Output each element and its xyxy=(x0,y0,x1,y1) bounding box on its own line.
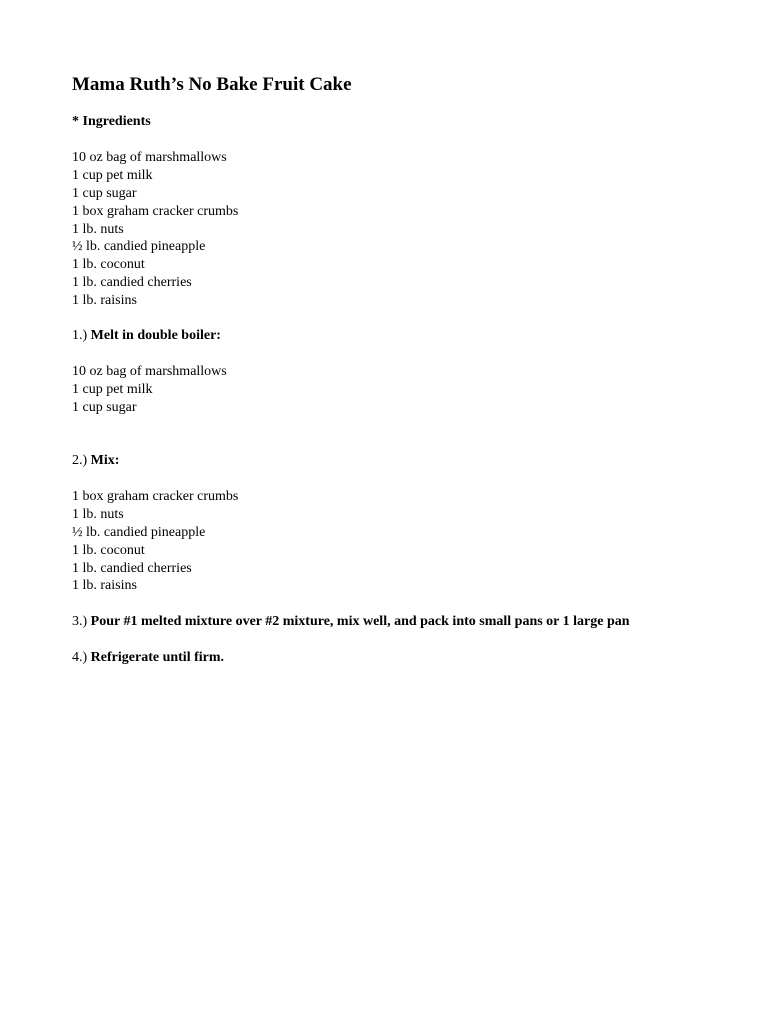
step-instruction: Pour #1 melted mixture over #2 mixture, mix well, and pack into small pans or 1 large pan xyxy=(90,614,630,629)
step-number: 4.) xyxy=(72,650,88,665)
ingredient-item: 10 oz bag of marshmallows xyxy=(72,150,227,165)
step-4-heading xyxy=(72,649,224,667)
step-item: ½ lb. candied pineapple xyxy=(72,524,206,540)
step-instruction: Mix: xyxy=(90,453,120,468)
step-number: 3.) xyxy=(72,614,88,629)
step-2-list xyxy=(72,488,238,595)
step-item: 1 lb. nuts xyxy=(72,506,124,522)
step-number: 1.) xyxy=(72,328,88,343)
step-item: 1 lb. candied cherries xyxy=(72,560,192,576)
ingredients-list xyxy=(72,149,238,310)
step-item: 1 lb. coconut xyxy=(72,542,145,558)
ingredient-item: 1 lb. nuts xyxy=(72,221,124,237)
ingredient-item: 1 cup pet milk xyxy=(72,167,153,183)
step-item: 1 cup pet milk xyxy=(72,381,153,397)
step-1-list xyxy=(72,363,227,417)
step-2-heading xyxy=(72,452,119,470)
ingredient-item: 1 lb. coconut xyxy=(72,257,145,273)
step-item: 10 oz bag of marshmallows xyxy=(72,364,227,379)
step-item: 1 cup sugar xyxy=(72,399,137,415)
ingredient-item: 1 cup sugar xyxy=(72,185,137,201)
step-instruction: Melt in double boiler: xyxy=(90,328,221,343)
step-3-heading xyxy=(72,613,630,631)
step-item: 1 box graham cracker crumbs xyxy=(72,489,239,504)
step-instruction: Refrigerate until firm. xyxy=(90,650,225,665)
recipe-title: Mama Ruth’s No Bake Fruit Cake xyxy=(72,74,352,95)
ingredient-item: ½ lb. candied pineapple xyxy=(72,239,206,255)
ingredient-item: 1 lb. candied cherries xyxy=(72,275,192,291)
step-number: 2.) xyxy=(72,453,88,468)
ingredients-heading xyxy=(72,113,151,131)
step-item: 1 lb. raisins xyxy=(72,578,137,594)
ingredient-item: 1 box graham cracker crumbs xyxy=(72,203,239,219)
ingredient-item: 1 lb. raisins xyxy=(72,293,137,309)
ingredients-heading-text: * Ingredients xyxy=(72,114,151,129)
step-1-heading xyxy=(72,327,221,345)
